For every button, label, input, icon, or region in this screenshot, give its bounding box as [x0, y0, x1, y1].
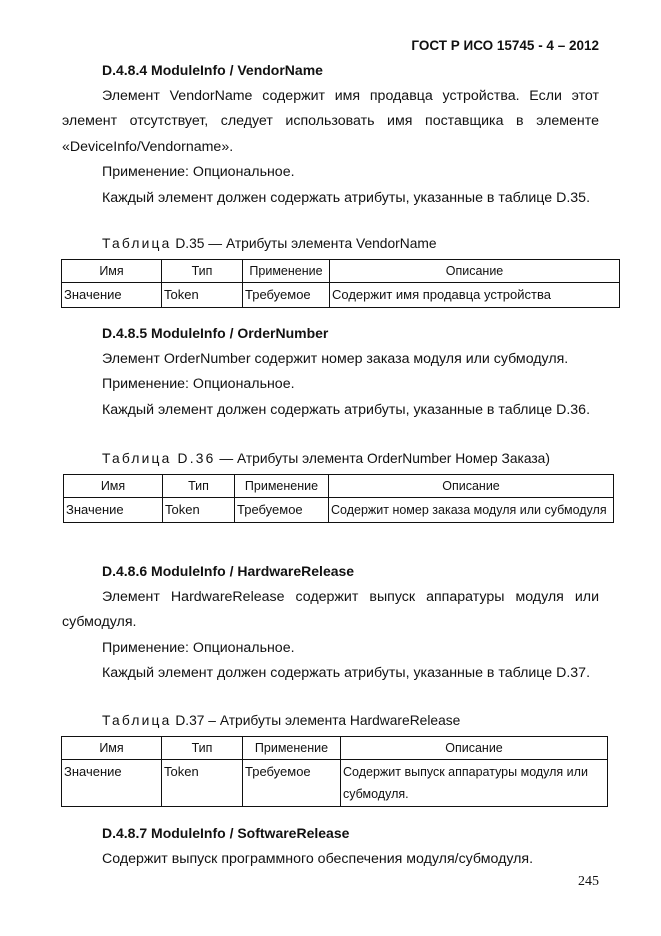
- attributes-text: Каждый элемент должен содержать атрибуты, указанные в таблице D.35.: [102, 189, 591, 206]
- col-header: Тип: [162, 737, 243, 760]
- paragraph: Содержит выпуск программного обеспечения модуля/субмодуля.: [102, 850, 534, 867]
- col-header: Тип: [162, 260, 243, 283]
- table-header-row: [62, 260, 620, 283]
- col-header: Описание: [329, 475, 614, 498]
- col-header: Тип: [163, 475, 235, 498]
- table-header-row: [64, 475, 614, 498]
- col-header: Имя: [64, 475, 163, 498]
- section-softwarerelease: [62, 821, 599, 872]
- col-header: Описание: [341, 737, 608, 760]
- table-caption: Таблица D.37 – Атрибуты элемента HardwareRelease: [102, 713, 461, 728]
- section-heading: D.4.8.5 ModuleInfo / OrderNumber: [102, 325, 329, 341]
- table-cell: Содержит имя продавца устройства: [330, 283, 620, 308]
- table-cell: Требуемое: [243, 283, 330, 308]
- section-ordernumber: [62, 321, 599, 423]
- table-caption: Таблица D.35 — Атрибуты элемента VendorName: [102, 236, 437, 251]
- table-d37: [61, 736, 608, 807]
- table-d36: [63, 474, 614, 523]
- paragraph: Элемент VendorName содержит имя продавца устройства. Если этот элемент отсутствует, следует использовать имя поставщика в элементе «DeviceInfo/Vendorname».: [62, 87, 599, 155]
- table-cell: Требуемое: [243, 760, 341, 807]
- table-cell: Token: [162, 283, 243, 308]
- table-row: [64, 498, 614, 523]
- col-header: Применение: [243, 260, 330, 283]
- col-header: Применение: [243, 737, 341, 760]
- table-row: [62, 760, 608, 807]
- table-caption: Таблица D.36 — Атрибуты элемента OrderNumber Номер Заказа): [102, 451, 550, 466]
- page-number: 245: [578, 874, 599, 889]
- col-header: Имя: [62, 260, 162, 283]
- col-header: Применение: [235, 475, 329, 498]
- table-header-row: [62, 737, 608, 760]
- table-cell: Содержит выпуск аппаратуры модуля или субмодуля.: [341, 760, 608, 807]
- col-header: Описание: [330, 260, 620, 283]
- table-row: [62, 283, 620, 308]
- standard-header: ГОСТ Р ИСО 15745 - 4 – 2012: [411, 38, 599, 53]
- attributes-text: Каждый элемент должен содержать атрибуты, указанные в таблице D.37.: [102, 665, 591, 681]
- table-cell: Требуемое: [235, 498, 329, 523]
- col-header: Имя: [62, 737, 162, 760]
- section-hardwarerelease: [62, 559, 599, 687]
- table-cell: Значение: [64, 498, 163, 523]
- section-vendorname: [62, 58, 599, 211]
- table-cell: Token: [162, 760, 243, 807]
- section-heading: D.4.8.7 ModuleInfo / SoftwareRelease: [102, 825, 350, 841]
- table-cell: Значение: [62, 283, 162, 308]
- table-cell: Token: [163, 498, 235, 523]
- section-heading: D.4.8.4 ModuleInfo / VendorName: [102, 62, 323, 78]
- attributes-text: Каждый элемент должен содержать атрибуты, указанные в таблице D.36.: [102, 401, 591, 418]
- table-cell: Значение: [62, 760, 162, 807]
- table-d35: [61, 259, 620, 308]
- usage-text: Применение: Опциональное.: [102, 164, 295, 180]
- usage-text: Применение: Опциональное.: [102, 376, 295, 392]
- usage-text: Применение: Опциональное.: [102, 639, 295, 656]
- section-heading: D.4.8.6 ModuleInfo / HardwareRelease: [102, 563, 355, 579]
- table-cell: Содержит номер заказа модуля или субмодуля: [329, 498, 614, 523]
- paragraph: Элемент OrderNumber содержит номер заказа модуля или субмодуля.: [102, 350, 569, 367]
- paragraph: Элемент HardwareRelease содержит выпуск аппаратуры модуля или субмодуля.: [62, 588, 599, 630]
